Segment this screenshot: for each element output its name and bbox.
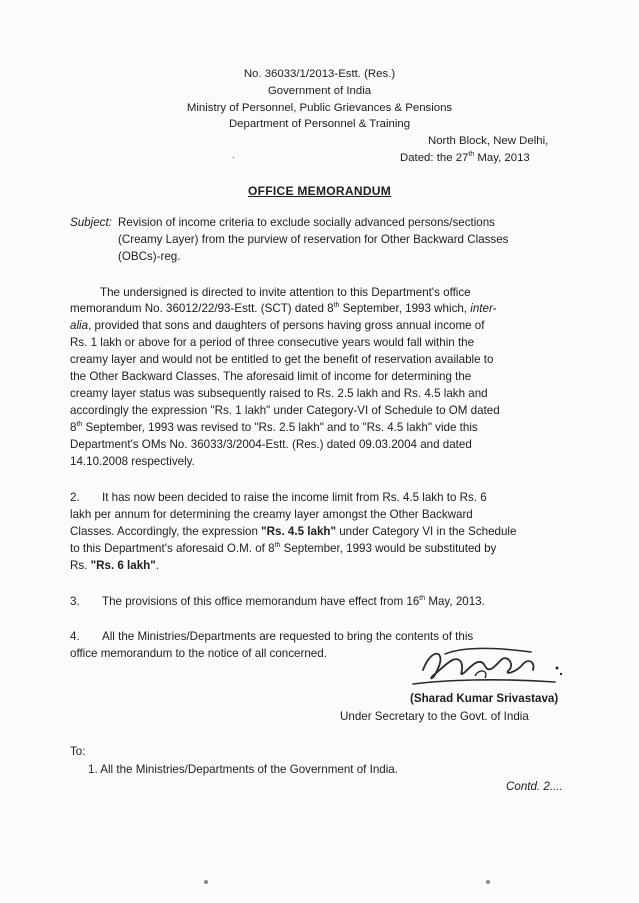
para1-line-4: Rs. 1 lakh or above for a period of three consecutive years would fall within the (70, 336, 475, 349)
to-label: To: (70, 745, 86, 758)
punch-hole-right (486, 880, 490, 884)
para2-number: 2. (70, 491, 80, 504)
file-number: No. 36033/1/2013-Estt. (Res.) (243, 68, 396, 80)
para1-line-6: the Other Backward Classes. The aforesaid limit of income for determining the (70, 370, 472, 383)
para1-line-11: 14.10.2008 respectively. (70, 455, 195, 468)
para1-line-2: memorandum No. 36012/22/93-Estt. (SCT) dated 8th September, 1993 which, inter- (70, 302, 497, 315)
para2-line-3: Classes. Accordingly, the expression "Rs. 4.5 lakh" under Category VI in the Schedule (70, 525, 517, 538)
department-line: Department of Personnel & Training (228, 118, 411, 130)
continued-note: Contd. 2.... (506, 780, 563, 793)
para1-line-9: 8th September, 1993 was revised to "Rs. 2.5 lakh" and to "Rs. 4.5 lakh" vide this (70, 421, 478, 434)
para4-number: 4. (70, 630, 80, 643)
date-line: Dated: the 27th May, 2013 (400, 151, 530, 164)
punch-hole-left (204, 880, 208, 884)
subject-label: Subject: (70, 216, 112, 229)
para4-line-2: office memorandum to the notice of all concerned. (70, 647, 327, 660)
para2-line-2: lakh per annum for determining the creamy layer amongst the Other Backward (70, 508, 473, 521)
handwritten-signature (405, 640, 565, 692)
para3-text: The provisions of this office memorandum have effect from 16th May, 2013. (102, 595, 485, 608)
subject-line-2: (Creamy Layer) from the purview of reservation for Other Backward Classes (118, 233, 509, 246)
subject-line-1: Revision of income criteria to exclude socially advanced persons/sections (118, 216, 495, 229)
para1-line-1: The undersigned is directed to invite attention to this Department's office (100, 286, 471, 299)
memo-page: No. 36033/1/2013-Estt. (Res.) Government of India Ministry of Personnel, Public Grievances & Pensions Department of Personnel & Training North Block, New Delhi, Dated: the 27th May, 2013 · OFFICE MEMORANDUM Subject: Revision of income criteria to exclude socially advanced persons/sections (Creamy Layer) from the purview of reservation for Other Backward Classes (OBCs)-reg. The undersigned is directed to invite attention to this Department's office memorandum No. 36012/22/93-Estt. (SCT) dated 8th September, 1993 which, inter- alia, provided that sons and daughters of persons having gross annual income of Rs. 1 lakh or above for a period of three consecutive years would fall within the creamy layer and would not be entitled to get the benefit of reservation available to the Other Backward Classes. The aforesaid limit of income for determining the creamy layer status was subsequently raised to Rs. 2.5 lakh and Rs. 4.5 lakh and accordingly the expression "Rs. 1 lakh" under Category-VI of Schedule to OM dated 8th September, 1993 was revised to "Rs. 2.5 lakh" and to "Rs. 4.5 lakh" vide this Department's OMs No. 36033/3/2004-Estt. (Res.) dated 09.03.2004 and dated 14.10.2008 respectively. 2. It has now been decided to raise the income limit from Rs. 4.5 lakh to Rs. 6 lakh per annum for determining the creamy layer amongst the Other Backward Classes. Accordingly, the expression "Rs. 4.5 lakh" under Category VI in the Schedule to this Department's aforesaid O.M. of 8th September, 1993 would be substituted by Rs. "Rs. 6 lakh". 3. The provisions of this office memorandum have effect from 16th May, 2013. 4. All the Ministries/Departments are requested to bring the contents of this office memorandum to the notice of all concerned. (Sharad Kumar Srivastava) Under Secretary to the Govt. of India To: 1. All the Ministries/Departments of the Government of India. Contd. 2.... (0, 0, 639, 903)
government-line: Government of India (267, 85, 372, 97)
para2-line-1: It has now been decided to raise the income limit from Rs. 4.5 lakh to Rs. 6 (102, 491, 487, 504)
para1-line-3: alia, provided that sons and daughters of persons having gross annual income of (70, 319, 485, 332)
memo-title: OFFICE MEMORANDUM (247, 184, 392, 198)
to-item-1: 1. All the Ministries/Departments of the Government of India. (88, 763, 398, 776)
ministry-line: Ministry of Personnel, Public Grievances & Pensions (186, 102, 453, 114)
para2-line-4: to this Department's aforesaid O.M. of 8th September, 1993 would be substituted by (70, 542, 497, 555)
para4-line-1: All the Ministries/Departments are requested to bring the contents of this (102, 630, 474, 643)
subject-line-3: (OBCs)-reg. (118, 250, 181, 263)
para3-number: 3. (70, 595, 80, 608)
signatory-name: (Sharad Kumar Srivastava) (410, 692, 559, 705)
place-line: North Block, New Delhi, (428, 135, 549, 147)
para1-line-5: creamy layer and would not be entitled to get the benefit of reservation available to (70, 353, 494, 366)
para1-line-8: accordingly the expression "Rs. 1 lakh" under Category-VI of Schedule to OM dated (70, 404, 500, 417)
para2-line-5: Rs. "Rs. 6 lakh". (70, 559, 159, 572)
signatory-designation: Under Secretary to the Govt. of India (340, 710, 529, 723)
para1-line-10: Department's OMs No. 36033/3/2004-Estt. (Res.) dated 09.03.2004 and dated (70, 438, 472, 451)
para1-line-7: creamy layer status was subsequently raised to Rs. 2.5 lakh and Rs. 4.5 lakh and (70, 387, 488, 400)
